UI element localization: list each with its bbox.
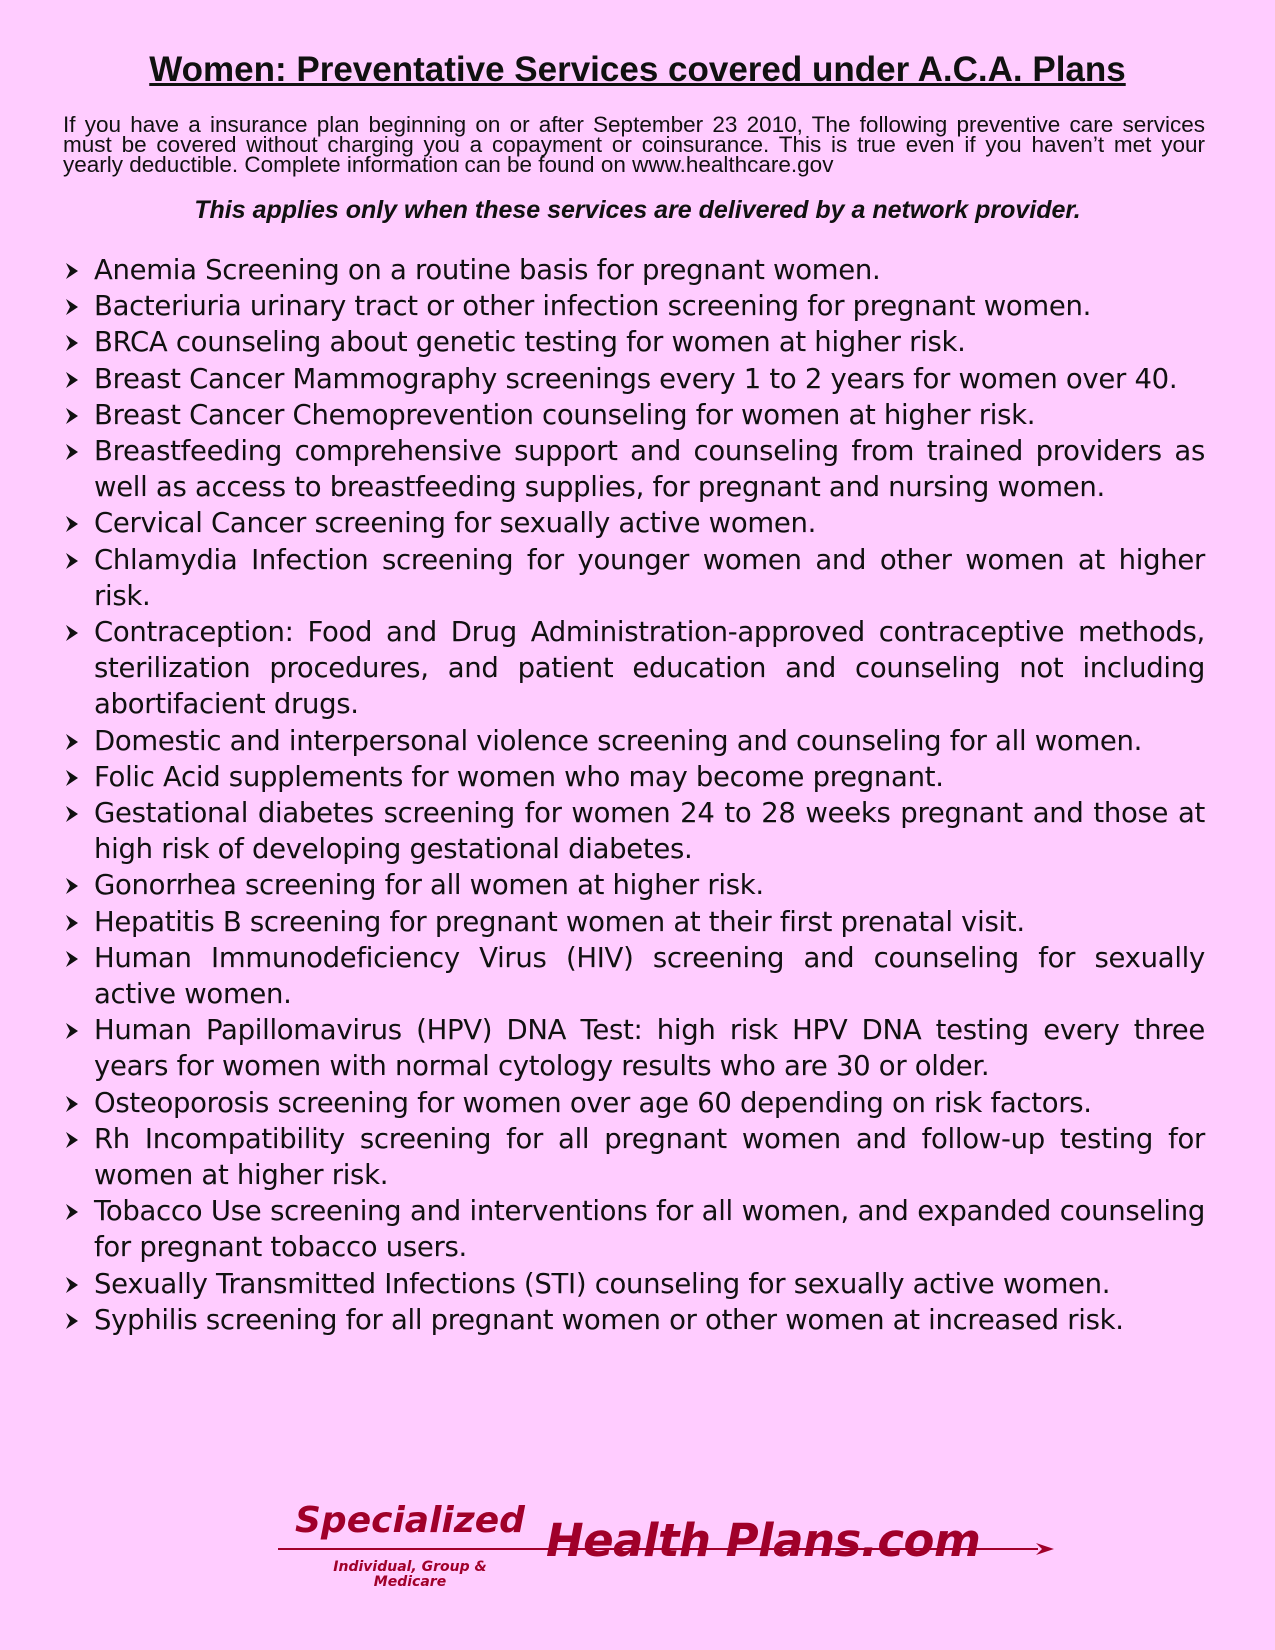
chevron-right-icon [64, 553, 80, 569]
logo-specialized-text: Specialized [295, 1500, 525, 1541]
service-list-item [64, 397, 1205, 433]
service-list-item [64, 1085, 1205, 1121]
service-list-item [64, 1266, 1205, 1302]
service-list-item [64, 795, 1205, 867]
chevron-right-icon [64, 770, 80, 786]
network-notice: This applies only when these services are delivered by a network provider. [194, 196, 1081, 224]
chevron-right-icon [64, 1023, 80, 1039]
chevron-right-icon [64, 1096, 80, 1112]
services-list [64, 252, 1205, 1338]
chevron-right-icon [64, 444, 80, 460]
logo-subtitle: Individual, Group & Medicare [333, 1559, 487, 1590]
service-list-item [64, 252, 1205, 288]
chevron-right-icon [64, 625, 80, 641]
logo-main-text: Health Plans.com [546, 1514, 981, 1567]
service-text: Breast Cancer Chemoprevention counseling for women at higher risk. [94, 398, 1036, 431]
chevron-right-icon [64, 951, 80, 967]
chevron-right-icon [64, 408, 80, 424]
service-list-item [64, 723, 1205, 759]
service-text: Hepatitis B screening for pregnant women at their first prenatal visit. [94, 905, 1025, 938]
chevron-right-icon [64, 1132, 80, 1148]
service-text: Domestic and interpersonal violence screening and counseling for all women. [94, 724, 1143, 757]
chevron-right-icon [64, 915, 80, 931]
service-text: Breast Cancer Mammography screenings every 1 to 2 years for women over 40. [94, 362, 1178, 395]
chevron-right-icon [64, 1204, 80, 1220]
chevron-right-icon [64, 335, 80, 351]
service-list-item [64, 904, 1205, 940]
service-text: Rh Incompatibility screening for all pregnant women and follow-up testing for women at higher risk. [94, 1122, 1205, 1192]
service-list-item [64, 1121, 1205, 1193]
service-text: Anemia Screening on a routine basis for pregnant women. [94, 254, 881, 286]
service-text: Tobacco Use screening and interventions for all women, and expanded counseling for pregnant tobacco users. [94, 1195, 1205, 1264]
service-text: Folic Acid supplements for women who may become pregnant. [94, 760, 944, 793]
chevron-right-icon [64, 299, 80, 315]
service-text: Cervical Cancer screening for sexually active women. [94, 507, 817, 540]
service-list-item [64, 759, 1205, 795]
service-list-item [64, 1193, 1205, 1265]
service-text: BRCA counseling about genetic testing for women at higher risk. [94, 326, 966, 359]
service-list-item [64, 940, 1205, 1012]
service-text: Human Papillomavirus (HPV) DNA Test: high risk HPV DNA testing every three years for women with normal cytology results who are 30 or older. [94, 1014, 1205, 1083]
chevron-right-icon [64, 878, 80, 894]
service-list-item [64, 505, 1205, 541]
service-text: Osteoporosis screening for women over age 60 depending on risk factors. [94, 1086, 1092, 1119]
service-text: Syphilis screening for all pregnant women or other women at increased risk. [94, 1303, 1124, 1336]
service-list-item [64, 361, 1205, 397]
service-text: Contraception: Food and Drug Administration-approved contraceptive methods, sterilization procedures, and patient education and counseling not including abortifacient drugs. [94, 616, 1205, 721]
service-list-item [64, 1302, 1205, 1338]
service-text: Breastfeeding comprehensive support and counseling from trained providers as well as access to breastfeeding supplies, for pregnant and nursing women. [94, 435, 1205, 504]
intro-paragraph: If you have a insurance plan beginning on or after September 23 2010, The following preventive care services must be covered without charging you a copayment or coinsurance. This is true even if you haven’t met your yearly deductible. Complete information can be found on www.healthcare.gov [63, 112, 1205, 177]
service-list-item [64, 324, 1205, 360]
service-list-item [64, 1012, 1205, 1084]
service-text: Gestational diabetes screening for women 24 to 28 weeks pregnant and those at high risk of developing gestational diabetes. [94, 797, 1205, 866]
page-title: Women: Preventative Services covered under A.C.A. Plans [149, 50, 1126, 89]
service-list-item [64, 433, 1205, 505]
chevron-right-icon [64, 516, 80, 532]
chevron-right-icon [64, 372, 80, 388]
service-list-item [64, 867, 1205, 903]
service-text: Bacteriuria urinary tract or other infection screening for pregnant women. [94, 290, 1092, 323]
service-list-item [64, 288, 1205, 324]
service-text: Sexually Transmitted Infections (STI) counseling for sexually active women. [94, 1267, 1111, 1300]
chevron-right-icon [64, 806, 80, 822]
brand-logo [270, 1500, 1060, 1600]
chevron-right-icon [64, 263, 80, 279]
service-list-item [64, 614, 1205, 723]
service-list-item [64, 542, 1205, 614]
service-text: Chlamydia Infection screening for younger women and other women at higher risk. [94, 543, 1205, 612]
service-text: Gonorrhea screening for all women at higher risk. [94, 869, 764, 902]
service-text: Human Immunodeficiency Virus (HIV) screening and counseling for sexually active women. [94, 941, 1205, 1011]
chevron-right-icon [64, 1277, 80, 1293]
chevron-right-icon [64, 734, 80, 750]
chevron-right-icon [64, 1313, 80, 1329]
